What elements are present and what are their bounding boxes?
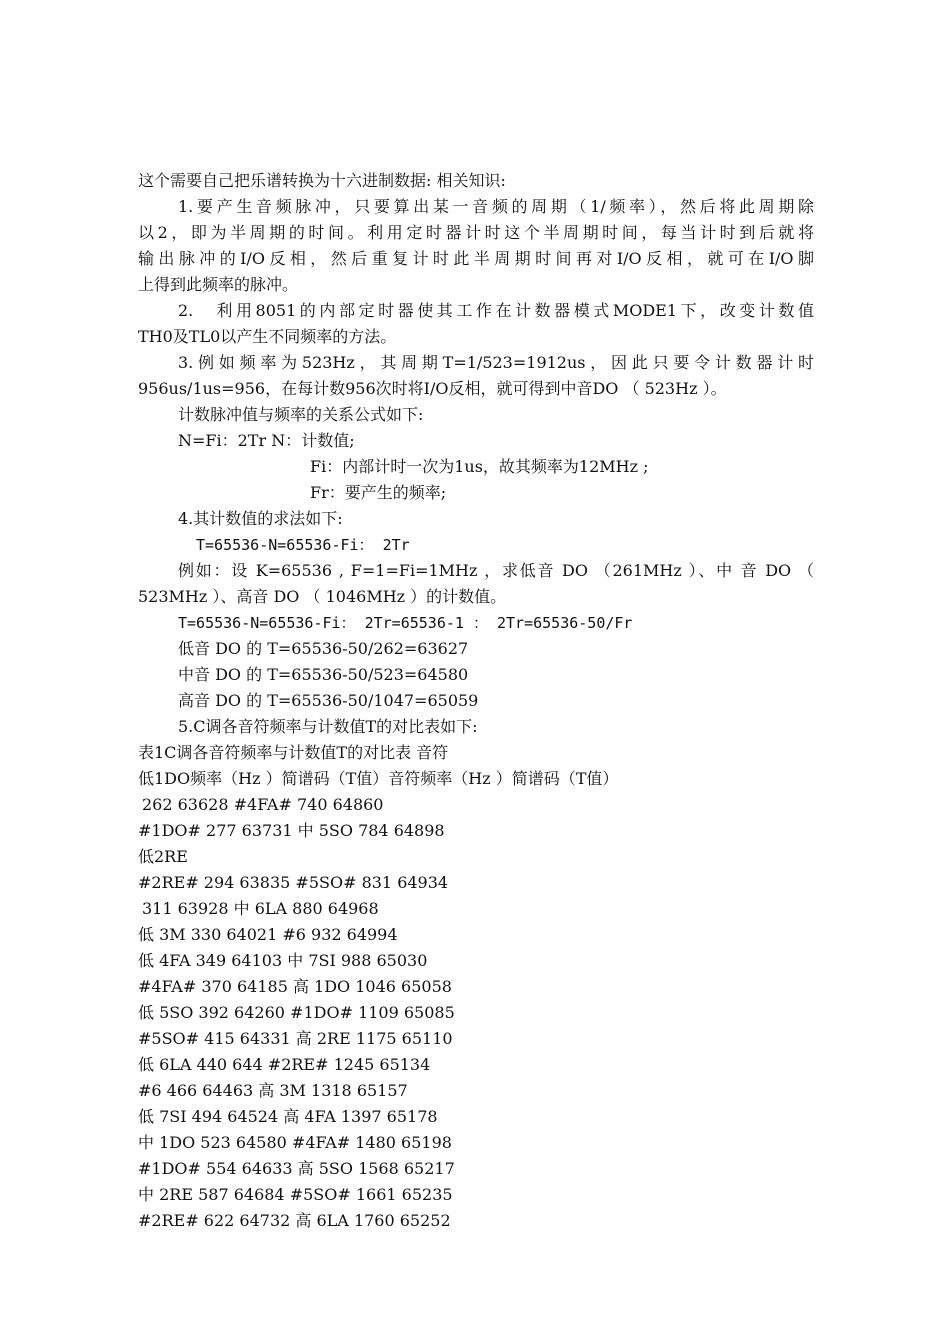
table-row: #2RE# 294 63835 #5SO# 831 64934	[138, 873, 449, 892]
table-row: 低 3M 330 64021 #6 932 64994	[138, 925, 398, 944]
document-body	[138, 168, 814, 1234]
paragraph-4-title: 4.其计数值的求法如下:	[178, 509, 343, 528]
paragraph-1-line-4: 上得到此频率的脉冲。	[138, 275, 299, 294]
paragraph-1-line-1: 1.要产生音频脉冲，只要算出某一音频的周期（1/频率），然后将此周期除	[178, 197, 814, 216]
table-row: 中 2RE 587 64684 #5SO# 1661 65235	[138, 1185, 453, 1204]
table-row: #5SO# 415 64331 高 2RE 1175 65110	[138, 1029, 453, 1048]
table-row: 低 6LA 440 644 #2RE# 1245 65134	[138, 1055, 431, 1074]
formula-t-expanded: T=65536-N=65536-Fi： 2Tr=65536-1 ： 2Tr=65536-50/Fr	[178, 614, 633, 632]
table-row: 低2RE	[138, 847, 188, 866]
table-row: 262 63628 #4FA# 740 64860	[142, 795, 384, 814]
table-row: #1DO# 277 63731 中 5SO 784 64898	[138, 821, 445, 840]
formula-intro: 计数脉冲值与频率的关系公式如下:	[178, 405, 424, 424]
example-line-2: 523MHz ）、高音 DO （ 1046MHz ）的计数值。	[138, 587, 507, 606]
table-row: #2RE# 622 64732 高 6LA 1760 65252	[138, 1211, 451, 1230]
table-row: #1DO# 554 64633 高 5SO 1568 65217	[138, 1159, 455, 1178]
paragraph-1-line-3: 输出脉冲的I/O反相，然后重复计时此半周期时间再对I/O反相，就可在I/O脚	[138, 249, 814, 268]
table-row: 中 1DO 523 64580 #4FA# 1480 65198	[138, 1133, 452, 1152]
paragraph-3-line-2: 956us/1us=956，在每计数956次时将I/O反相，就可得到中音DO （ 523Hz ）。	[138, 379, 727, 398]
paragraph-2-line-2: TH0及TL0以产生不同频率的方法。	[138, 327, 397, 346]
table-row: 311 63928 中 6LA 880 64968	[142, 899, 379, 918]
table-row: 低 7SI 494 64524 高 4FA 1397 65178	[138, 1107, 438, 1126]
table-row: #6 466 64463 高 3M 1318 65157	[138, 1081, 408, 1100]
mid-do-value: 中音 DO 的 T=65536-50/523=64580	[178, 665, 469, 684]
table-caption: 表1C调各音符频率与计数值T的对比表 音符	[138, 743, 449, 762]
paragraph-5-title: 5.C调各音符频率与计数值T的对比表如下:	[178, 717, 478, 736]
formula-fr: Fr：要产生的频率;	[310, 483, 447, 502]
paragraph-3-line-1: 3.例如频率为523Hz，其周期T=1/523=1912us，因此只要令计数器计时	[178, 353, 814, 372]
low-do-value: 低音 DO 的 T=65536-50/262=63627	[178, 639, 469, 658]
formula-t: T=65536-N=65536-Fi： 2Tr	[196, 536, 410, 554]
paragraph-1-line-2: 以2，即为半周期的时间。利用定时器计时这个半周期时间，每当计时到后就将	[138, 223, 814, 242]
formula-fi: Fi：内部计时一次为1us，故其频率为12MHz ;	[310, 457, 649, 476]
paragraph-2-line-1: 2. 利用8051的内部定时器使其工作在计数器模式MODE1下，改变计数值	[178, 301, 814, 320]
high-do-value: 高音 DO 的 T=65536-50/1047=65059	[178, 691, 479, 710]
table-row: #4FA# 370 64185 高 1DO 1046 65058	[138, 977, 452, 996]
example-line-1: 例如：设 K=65536 , F=1=Fi=1MHz ，求低音 DO （261MHz ）、中 音 DO （	[178, 561, 814, 580]
table-header: 低1DO频率（Hz ）简谱码（T值）音符频率（Hz ）简谱码（T值）	[138, 769, 619, 788]
intro-line: 这个需要自己把乐谱转换为十六进制数据: 相关知识:	[138, 171, 506, 190]
formula-n: N=Fi：2Tr N：计数值;	[178, 431, 355, 450]
table-row: 低 5SO 392 64260 #1DO# 1109 65085	[138, 1003, 455, 1022]
table-row: 低 4FA 349 64103 中 7SI 988 65030	[138, 951, 428, 970]
